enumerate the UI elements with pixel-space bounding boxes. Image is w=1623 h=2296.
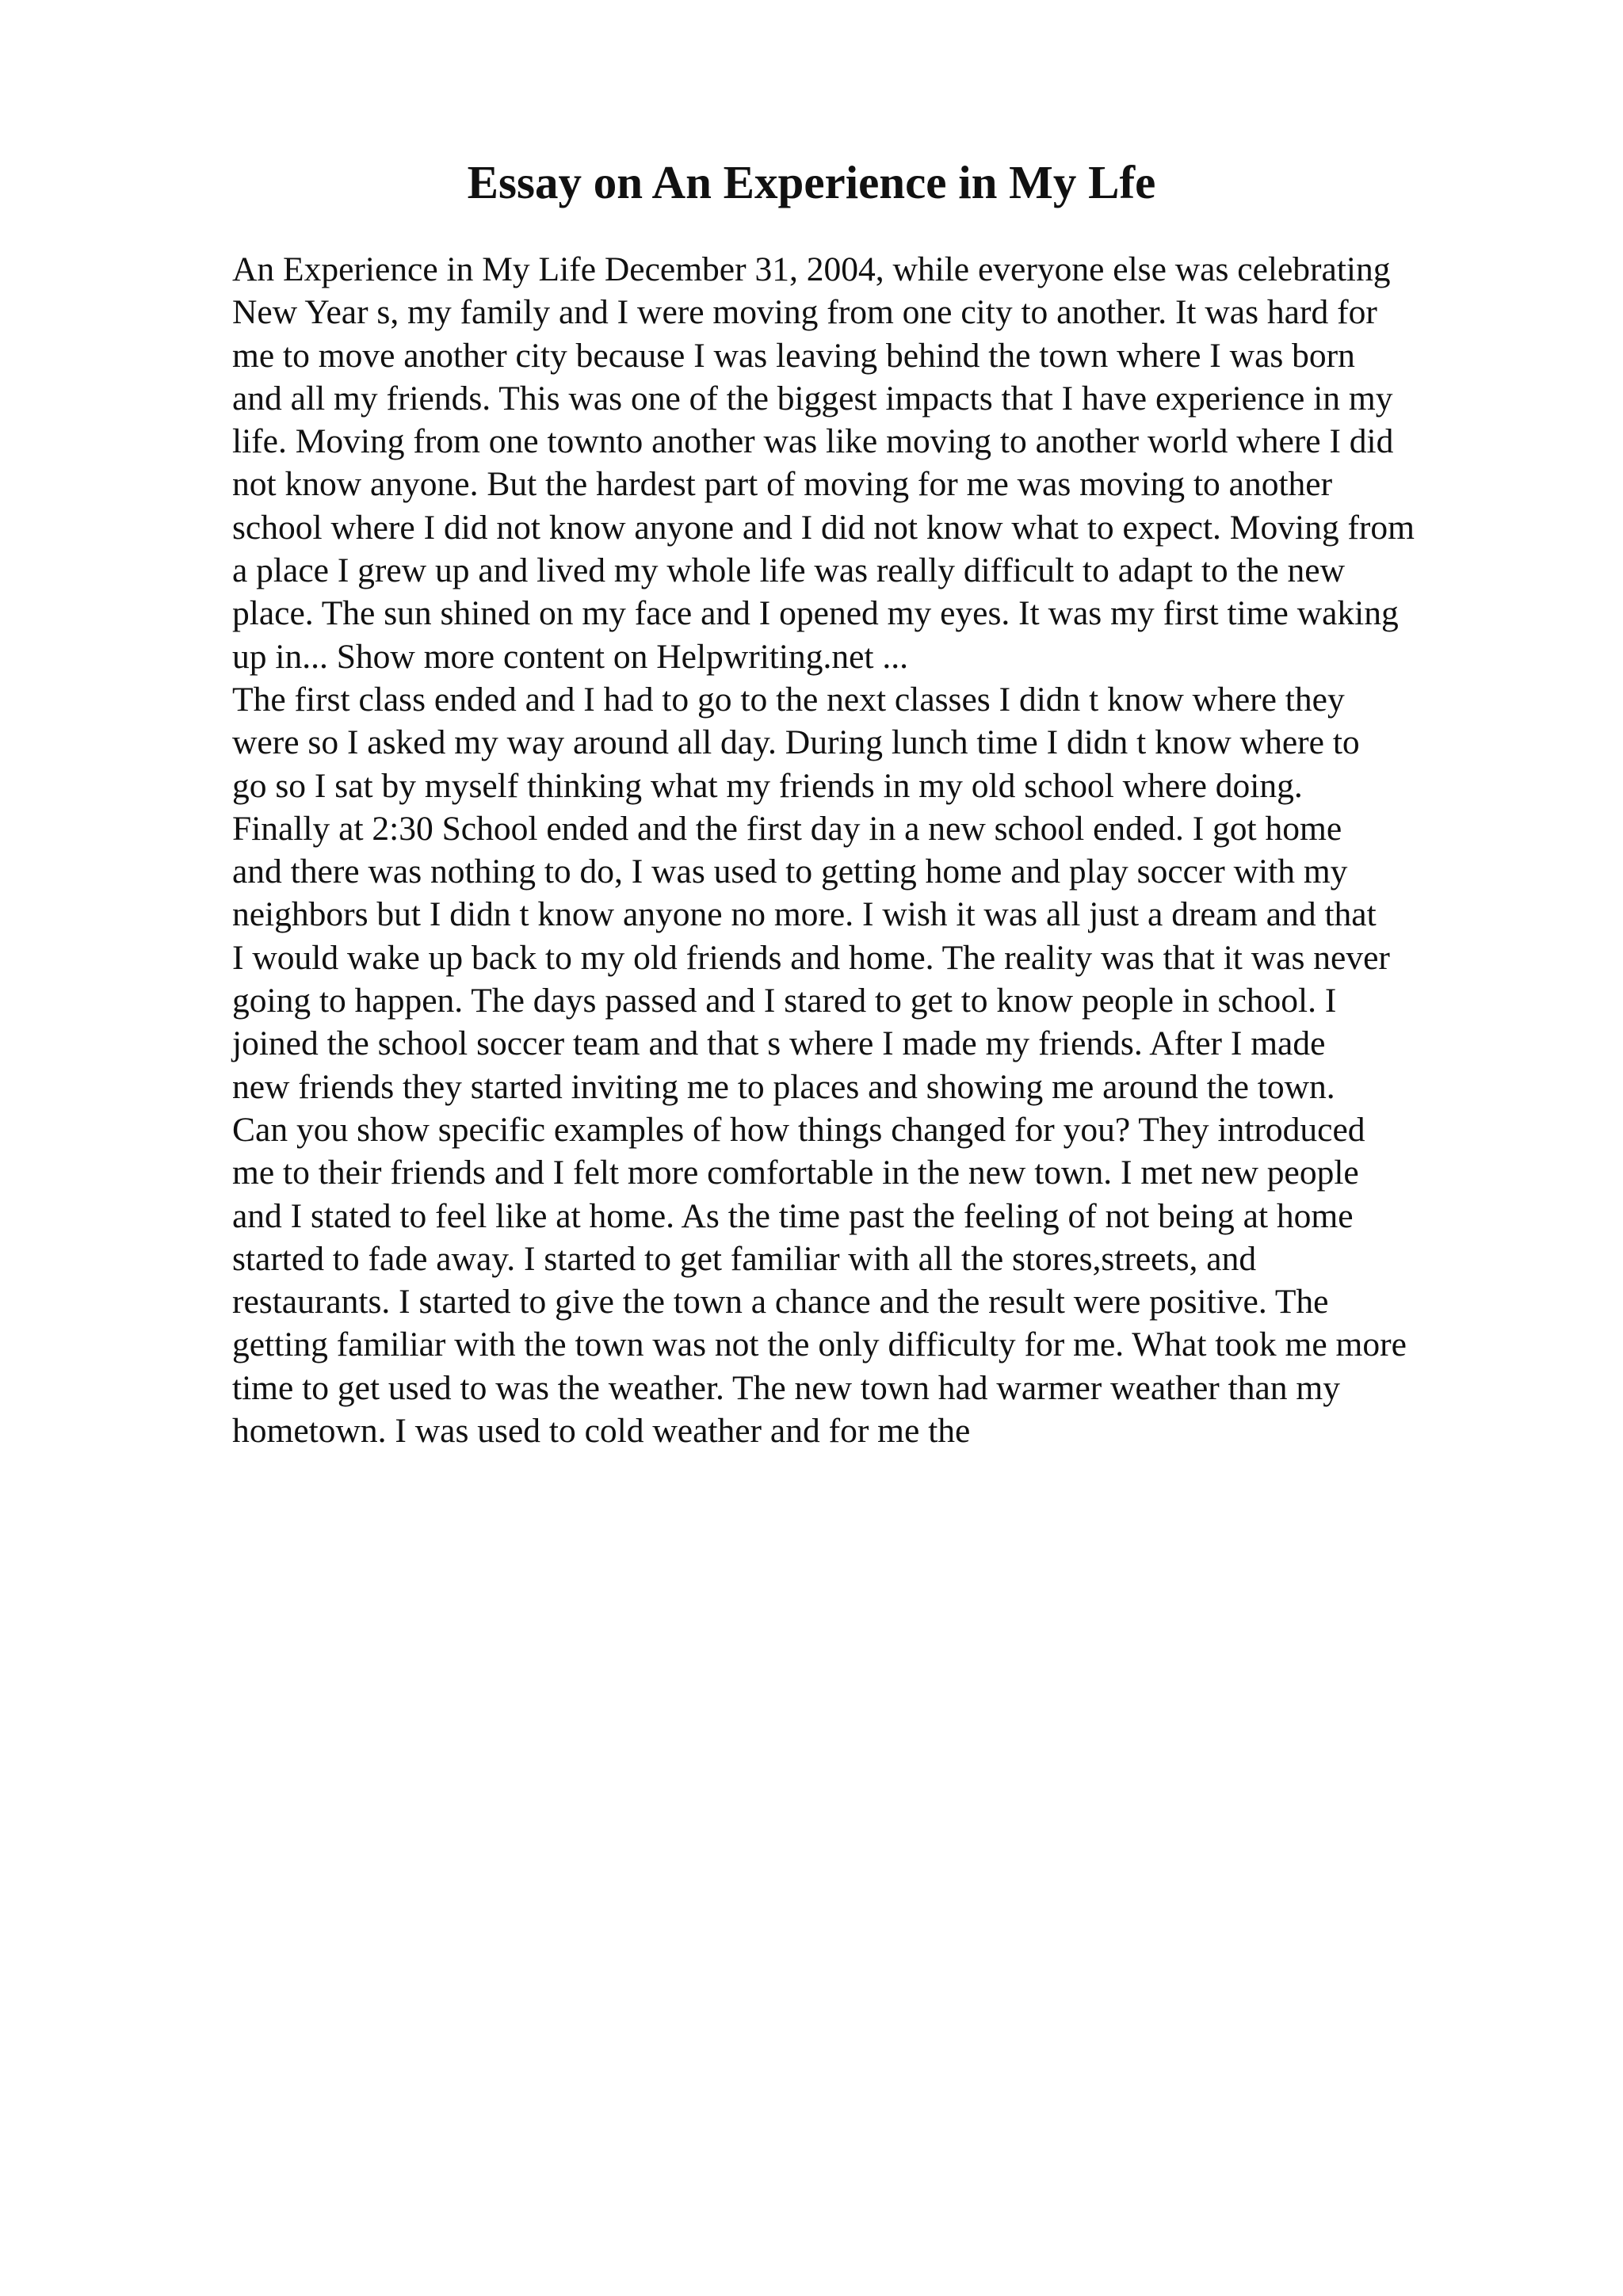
text-line: me to move another city because I was leaving behind the town where I was born — [232, 336, 1355, 375]
text-line: and all my friends. This was one of the biggest impacts that I have experience in my — [232, 379, 1393, 418]
text-line: An Experience in My Life December 31, 2004, while everyone else was celebrating — [232, 250, 1391, 288]
text-line: Finally at 2:30 School ended and the first day in a new school ended. I got home — [232, 809, 1342, 848]
text-line: and I stated to feel like at home. As the time past the feeling of not being at home — [232, 1196, 1354, 1235]
text-line: time to get used to was the weather. The new town had warmer weather than my — [232, 1368, 1341, 1407]
text-line: a place I grew up and lived my whole life was really difficult to adapt to the new — [232, 551, 1346, 590]
text-line: The first class ended and I had to go to the next classes I didn t know where they — [232, 680, 1345, 719]
paragraph-2 — [232, 678, 1516, 1452]
text-line: neighbors but I didn t know anyone no more. I wish it was all just a dream and that — [232, 895, 1377, 934]
paragraph-1 — [232, 248, 1516, 678]
text-line: life. Moving from one townto another was like moving to another world where I did — [232, 422, 1394, 461]
text-line: me to their friends and I felt more comfortable in the new town. I met new people — [232, 1154, 1359, 1192]
text-line: hometown. I was used to cold weather and for me the — [232, 1412, 971, 1451]
text-line: up in... Show more content on Helpwriting.net ... — [232, 637, 908, 676]
text-line: and there was nothing to do, I was used to getting home and play soccer with my — [232, 852, 1348, 891]
text-line: started to fade away. I started to get familiar with all the stores,streets, and — [232, 1239, 1257, 1278]
page-title: Essay on An Experience in My Lfe — [467, 156, 1156, 208]
text-line: not know anyone. But the hardest part of moving for me was moving to another — [232, 465, 1333, 504]
essay-body — [232, 248, 1516, 1452]
text-line: Can you show specific examples of how things changed for you? They introduced — [232, 1110, 1365, 1149]
text-line: getting familiar with the town was not the only difficulty for me. What took me more — [232, 1325, 1407, 1364]
text-line: go so I sat by myself thinking what my friends in my old school where doing. — [232, 766, 1303, 805]
text-line: restaurants. I started to give the town a chance and the result were positive. The — [232, 1283, 1329, 1322]
text-line: were so I asked my way around all day. During lunch time I didn t know where to — [232, 723, 1360, 762]
text-line: school where I did not know anyone and I did not know what to expect. Moving from — [232, 508, 1415, 547]
text-line: New Year s, my family and I were moving from one city to another. It was hard for — [232, 293, 1377, 332]
text-line: going to happen. The days passed and I stared to get to know people in school. I — [232, 982, 1337, 1020]
text-line: joined the school soccer team and that s where I made my friends. After I made — [232, 1024, 1326, 1063]
text-line: new friends they started inviting me to places and showing me around the town. — [232, 1067, 1335, 1106]
text-line: I would wake up back to my old friends and home. The reality was that it was never — [232, 938, 1390, 977]
text-line: place. The sun shined on my face and I opened my eyes. It was my first time waking — [232, 594, 1399, 633]
